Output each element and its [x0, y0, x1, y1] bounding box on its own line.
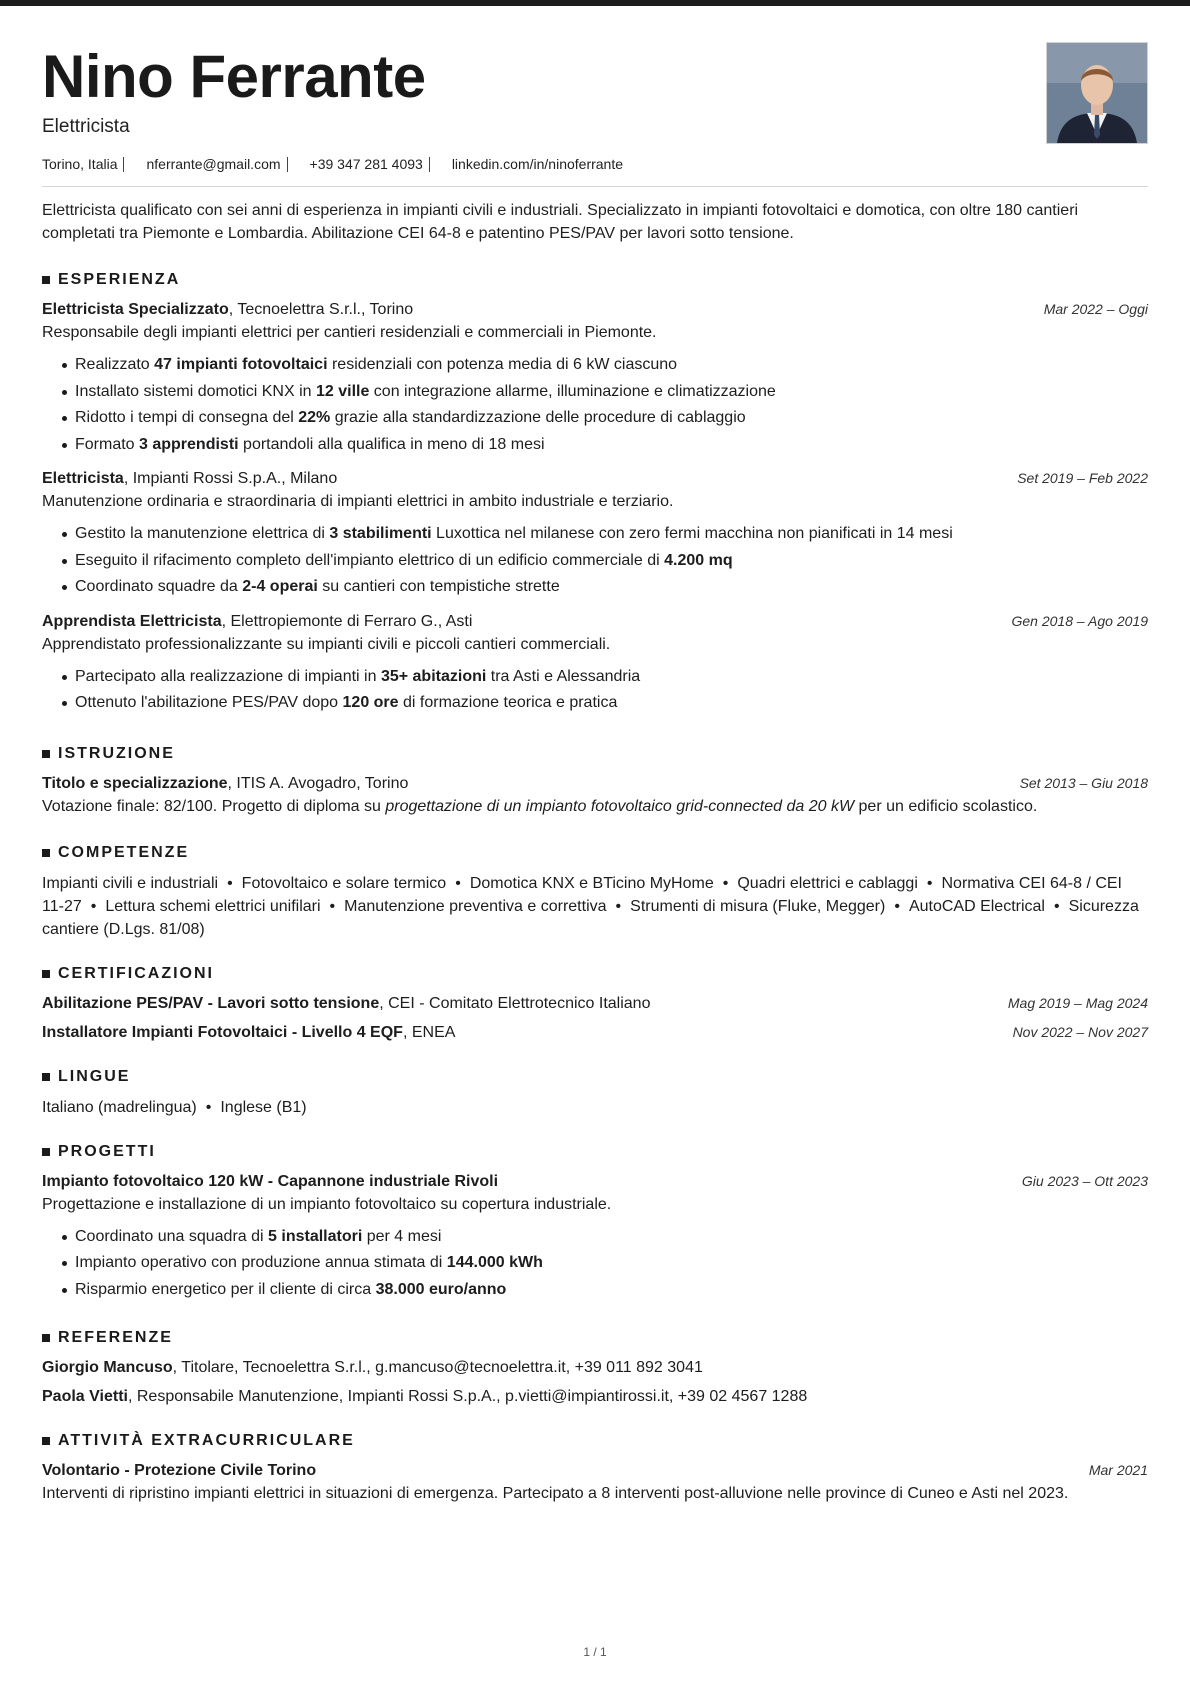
list-item: Realizzato 47 impianti fotovoltaici residenziali con potenza media di 6 kW ciascuno: [75, 352, 1148, 379]
languages-list: Italiano (madrelingua) • Inglese (B1): [42, 1098, 307, 1116]
list-item: Coordinato squadre da 2-4 operai su cantieri con tempistiche strette: [75, 574, 1148, 601]
certification-entry: Installatore Impianti Fotovoltaici - Livello 4 EQF, ENEA Nov 2022 – Nov 2027: [42, 1023, 1148, 1041]
section-title-projects: PROGETTI: [42, 1143, 1148, 1161]
list-item: Installato sistemi domotici KNX in 12 ville con integrazione allarme, illuminazione e climatizzazione: [75, 379, 1148, 406]
entry-date: Set 2019 – Feb 2022: [1017, 470, 1148, 486]
section-title-extracurricular: ATTIVITÀ EXTRACURRICULARE: [42, 1432, 1148, 1450]
list-item: Partecipato alla realizzazione di impianti in 35+ abitazioni tra Asti e Alessandria: [75, 664, 1148, 691]
entry-date: Gen 2018 – Ago 2019: [1011, 612, 1148, 629]
reference-entry: Giorgio Mancuso, Titolare, Tecnoelettra S.r.l., g.mancuso@tecnoelettra.it, +39 011 892 3041: [42, 1359, 703, 1376]
top-bar: [0, 0, 1190, 6]
certification-entry: Abilitazione PES/PAV - Lavori sotto tensione, CEI - Comitato Elettrotecnico Italiano Mag 2019 – Mag 2024: [42, 994, 1148, 1012]
entry-date: Set 2013 – Giu 2018: [1019, 774, 1148, 791]
divider: [42, 186, 1148, 187]
contact-location: Torino, Italia: [42, 156, 118, 172]
reference-entry: Paola Vietti, Responsabile Manutenzione, Impianti Rossi S.p.A., p.vietti@impiantirossi.it, +39 02 4567 1288: [42, 1388, 808, 1405]
list-item: Gestito la manutenzione elettrica di 3 stabilimenti Luxottica nel milanese con zero fermi macchina non pianificati in 14 mesi: [75, 521, 1148, 548]
page-number: 1 / 1: [583, 1645, 607, 1659]
entry-date: Mar 2021: [1088, 1462, 1148, 1478]
contact-email[interactable]: nferrante@gmail.com: [146, 156, 281, 172]
list-item: Impianto operativo con produzione annua stimata di 144.000 kWh: [75, 1250, 1148, 1277]
section-title-certifications: CERTIFICAZIONI: [42, 965, 1148, 983]
experience-entry: Elettricista, Impianti Rossi S.p.A., Milano Set 2019 – Feb 2022 Manutenzione ordinaria e straordinaria di impianti elettrici in ambito industriale e terziario. Gestito la manutenzione elettrica di 3 stabilimenti Luxottica nel milanese con zero fermi macchina non pianificati in 14 mesi Eseguito il rifacimento completo dell'impianto elettrico di un edificio commerciale di 4.200 mq Coordinato squadre da 2-4 operai su cantieri con tempistiche strette: [42, 467, 1148, 601]
contact-phone[interactable]: +39 347 281 4093: [309, 156, 423, 172]
section-title-languages: LINGUE: [42, 1068, 1148, 1086]
list-item: Ridotto i tempi di consegna del 22% grazie alla standardizzazione delle procedure di cablaggio: [75, 405, 1148, 432]
education-entry: Titolo e specializzazione, ITIS A. Avogadro, Torino Set 2013 – Giu 2018 Votazione finale: 82/100. Progetto di diploma su progettazione di un impianto fotovoltaico grid-connected da 20 kW per un edificio scolastico.: [42, 772, 1148, 818]
section-title-skills: COMPETENZE: [42, 844, 1148, 862]
section-title-education: ISTRUZIONE: [42, 745, 1148, 763]
list-item: Risparmio energetico per il cliente di circa 38.000 euro/anno: [75, 1277, 1148, 1304]
entry-date: Mar 2022 – Oggi: [1043, 301, 1148, 317]
candidate-name: Nino Ferrante: [42, 43, 426, 110]
project-entry: Impianto fotovoltaico 120 kW - Capannone industriale Rivoli Giu 2023 – Ott 2023 Progettazione e installazione di un impianto fotovoltaico su copertura industriale. Coordinato una squadra di 5 installatori per 4 mesi Impianto operativo con produzione annua stimata di 144.000 kWh Risparmio energetico per il cliente di circa 38.000 euro/anno: [42, 1170, 1148, 1304]
resume-page: [42, 40, 1148, 1505]
list-item: Ottenuto l'abilitazione PES/PAV dopo 120 ore di formazione teorica e pratica: [75, 690, 1148, 717]
contact-line: [42, 156, 1148, 172]
experience-entry: Apprendista Elettricista, Elettropiemonte di Ferraro G., Asti Gen 2018 – Ago 2019 Apprendistato professionalizzante su impianti civili e piccoli cantieri commerciali. Partecipato alla realizzazione di impianti in 35+ abitazioni tra Asti e Alessandria Ottenuto l'abilitazione PES/PAV dopo 120 ore di formazione teorica e pratica: [42, 610, 1148, 717]
list-item: Formato 3 apprendisti portandoli alla qualifica in meno di 18 mesi: [75, 432, 1148, 459]
list-item: Coordinato una squadra di 5 installatori per 4 mesi: [75, 1224, 1148, 1251]
skills-list: Impianti civili e industriali • Fotovoltaico e solare termico • Domotica KNX e BTicino MyHome • Quadri elettrici e cablaggi • Normativa CEI 64-8 / CEI 11-27 • Lettura schemi elettrici unifilari • Manutenzione preventiva e correttiva • Strumenti di misura (Fluke, Megger) • AutoCAD Electrical • Sicurezza cantiere (D.Lgs. 81/08): [42, 874, 1139, 938]
candidate-role: Elettricista: [42, 116, 130, 137]
section-title-references: REFERENZE: [42, 1329, 1148, 1347]
section-title-experience: ESPERIENZA: [42, 271, 1148, 289]
experience-entry: Elettricista Specializzato, Tecnoelettra S.r.l., Torino Mar 2022 – Oggi Responsabile degli impianti elettrici per cantieri residenziali e commerciali in Piemonte. Realizzato 47 impianti fotovoltaici residenziali con potenza media di 6 kW ciascuno Installato sistemi domotici KNX in 12 ville con integrazione allarme, illuminazione e climatizzazione Ridotto i tempi di consegna del 22% grazie alla standardizzazione delle procedure di cablaggio Formato 3 apprendisti portandoli alla qualifica in meno di 18 mesi: [42, 298, 1148, 458]
summary: Elettricista qualificato con sei anni di esperienza in impianti civili e industriali. Specializzato in impianti fotovoltaici e domotica, con oltre 180 cantieri completati tra Piemonte e Lombardia. Abilitazione CEI 64-8 e patentino PES/PAV per lavori sotto tensione.: [42, 202, 1079, 242]
extracurricular-entry: Volontario - Protezione Civile Torino Mar 2021 Interventi di ripristino impianti elettrici in situazioni di emergenza. Partecipato a 8 interventi post-alluvione nelle province di Cuneo e Asti nel 2023.: [42, 1459, 1148, 1505]
entry-date: Giu 2023 – Ott 2023: [1021, 1172, 1148, 1189]
list-item: Eseguito il rifacimento completo dell'impianto elettrico di un edificio commerciale di 4.200 mq: [75, 548, 1148, 575]
profile-photo: [1046, 42, 1148, 144]
contact-linkedin[interactable]: linkedin.com/in/ninoferrante: [451, 156, 624, 172]
